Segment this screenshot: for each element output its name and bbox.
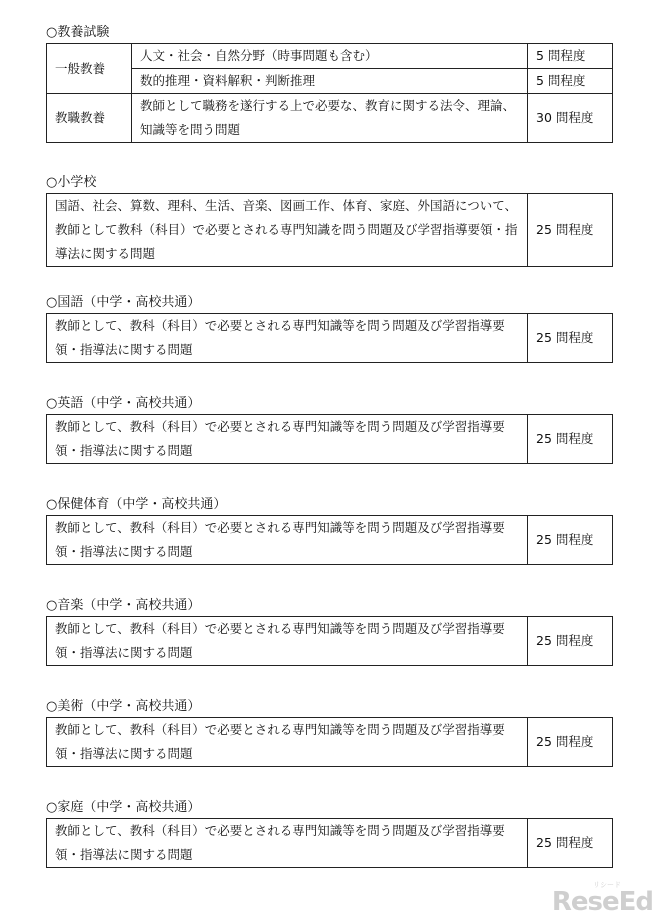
description-cell: 教師として、教科（科目）で必要とされる専門知識等を問う問題及び学習指導要領・指導法に関する問題 <box>47 617 528 666</box>
description-cell: 教師として、教科（科目）で必要とされる専門知識等を問う問題及び学習指導要領・指導法に関する問題 <box>47 516 528 565</box>
subject-table <box>46 515 613 565</box>
general-exam-section <box>46 25 613 143</box>
table-row <box>47 819 613 868</box>
section-heading: ○教養試験 <box>46 25 110 40</box>
watermark-logo <box>551 881 653 917</box>
count-cell: 25 問程度 <box>528 415 613 464</box>
description-cell: 人文・社会・自然分野（時事問題も含む） <box>132 44 528 69</box>
watermark-subtext: リシード <box>593 881 621 889</box>
subject-section-music <box>46 598 613 666</box>
description-cell: 数的推理・資料解釈・判断推理 <box>132 69 528 94</box>
count-cell: 25 問程度 <box>528 819 613 868</box>
table-row <box>47 44 613 69</box>
subject-table <box>46 313 613 363</box>
description-cell: 教師として、教科（科目）で必要とされる専門知識等を問う問題及び学習指導要領・指導法に関する問題 <box>47 819 528 868</box>
count-cell: 25 問程度 <box>528 617 613 666</box>
category-cell: 一般教養 <box>47 44 132 94</box>
description-cell: 教師として職務を遂行する上で必要な、教育に関する法令、理論、知識等を問う問題 <box>132 94 528 143</box>
description-cell: 教師として、教科（科目）で必要とされる専門知識等を問う問題及び学習指導要領・指導法に関する問題 <box>47 718 528 767</box>
description-cell: 教師として、教科（科目）で必要とされる専門知識等を問う問題及び学習指導要領・指導法に関する問題 <box>47 314 528 363</box>
description-cell: 国語、社会、算数、理科、生活、音楽、図画工作、体育、家庭、外国語について、教師として教科（科目）で必要とされる専門知識を問う問題及び学習指導要領・指導法に関する問題 <box>47 194 528 267</box>
section-heading: ○家庭（中学・高校共通） <box>46 800 201 815</box>
table-row <box>47 415 613 464</box>
subject-section-elementary <box>46 175 613 267</box>
table-row <box>47 314 613 363</box>
count-cell: 25 問程度 <box>528 718 613 767</box>
subject-section-japanese <box>46 295 613 363</box>
category-cell: 教職教養 <box>47 94 132 143</box>
table-row <box>47 94 613 143</box>
table-row <box>47 69 613 94</box>
subject-section-health-pe <box>46 497 613 565</box>
description-cell: 教師として、教科（科目）で必要とされる専門知識等を問う問題及び学習指導要領・指導法に関する問題 <box>47 415 528 464</box>
subject-section-english <box>46 396 613 464</box>
subject-table <box>46 717 613 767</box>
count-cell: 5 問程度 <box>528 44 613 69</box>
general-exam-table <box>46 43 613 143</box>
section-heading: ○小学校 <box>46 175 97 190</box>
count-cell: 30 問程度 <box>528 94 613 143</box>
table-row <box>47 617 613 666</box>
subject-section-art <box>46 699 613 767</box>
section-heading: ○保健体育（中学・高校共通） <box>46 497 227 512</box>
subject-table <box>46 414 613 464</box>
watermark-text: ReseEd <box>551 887 653 917</box>
count-cell: 25 問程度 <box>528 194 613 267</box>
subject-table <box>46 193 613 267</box>
count-cell: 5 問程度 <box>528 69 613 94</box>
subject-table <box>46 616 613 666</box>
table-row <box>47 718 613 767</box>
section-heading: ○英語（中学・高校共通） <box>46 396 201 411</box>
count-cell: 25 問程度 <box>528 516 613 565</box>
table-row <box>47 516 613 565</box>
section-heading: ○音楽（中学・高校共通） <box>46 598 201 613</box>
section-heading: ○国語（中学・高校共通） <box>46 295 201 310</box>
subject-section-home-economics <box>46 800 613 868</box>
subject-table <box>46 818 613 868</box>
count-cell: 25 問程度 <box>528 314 613 363</box>
section-heading: ○美術（中学・高校共通） <box>46 699 201 714</box>
table-row <box>47 194 613 267</box>
